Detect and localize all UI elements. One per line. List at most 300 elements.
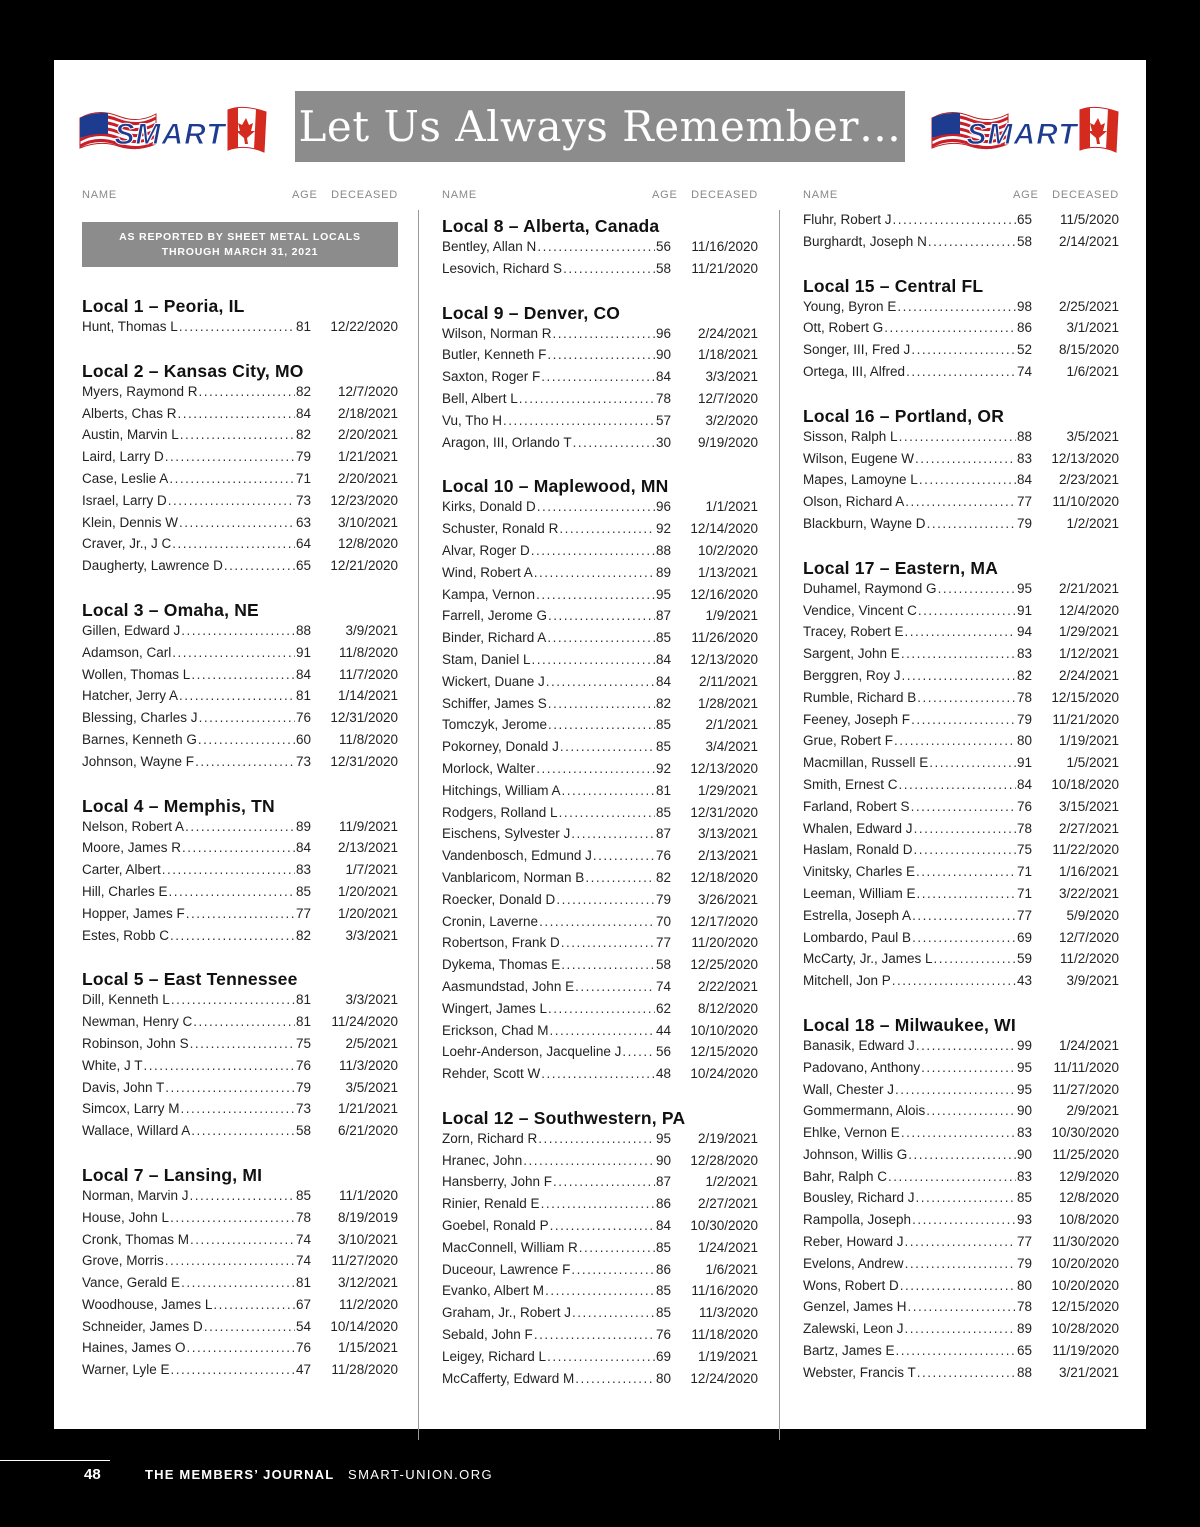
dot-leader <box>928 234 1016 249</box>
member-deceased-date: 11/28/2020 <box>331 1362 398 1378</box>
member-row <box>442 826 758 848</box>
member-age: 71 <box>296 470 312 486</box>
dot-leader <box>911 342 1016 357</box>
header-name: NAME <box>442 189 477 201</box>
member-name: Robinson, John S <box>82 1035 189 1051</box>
member-name: Hopper, James F <box>82 905 185 921</box>
member-name: Hansberry, John F <box>442 1174 553 1190</box>
member-age: 83 <box>1017 1168 1033 1184</box>
member-name: Adamson, Carl <box>82 644 172 660</box>
member-age: 70 <box>656 913 672 929</box>
dot-leader <box>547 630 655 645</box>
member-name: Hranec, John <box>442 1152 523 1168</box>
dot-leader <box>908 1299 1016 1314</box>
member-row <box>82 515 398 537</box>
member-age: 87 <box>656 608 672 624</box>
member-age: 84 <box>656 369 672 385</box>
member-name: McCarty, Jr., James L <box>803 951 933 967</box>
member-age: 85 <box>656 739 672 755</box>
member-deceased-date: 2/21/2021 <box>1058 580 1119 596</box>
dot-leader <box>900 1278 1016 1293</box>
member-age: 84 <box>1017 776 1033 792</box>
member-deceased-date: 12/15/2020 <box>690 1044 758 1060</box>
member-row <box>82 840 398 862</box>
dot-leader <box>170 928 295 943</box>
dot-leader <box>179 688 295 703</box>
member-deceased-date: 2/22/2021 <box>697 978 758 994</box>
member-row <box>803 234 1119 256</box>
member-deceased-date: 11/5/2020 <box>1059 212 1119 227</box>
member-deceased-date: 1/18/2021 <box>697 347 758 363</box>
member-deceased-date: 3/10/2021 <box>337 514 398 530</box>
dot-leader <box>575 1371 655 1386</box>
member-row <box>442 783 758 805</box>
dot-leader <box>911 712 1016 727</box>
local-section <box>442 1105 758 1393</box>
local-heading: Local 17 – Eastern, MA <box>803 557 999 578</box>
member-row <box>442 674 758 696</box>
column-header <box>442 187 758 205</box>
local-section <box>82 966 398 1145</box>
member-deceased-date: 1/14/2021 <box>337 688 398 704</box>
member-name: MacConnell, William R <box>442 1239 578 1255</box>
header-deceased: DECEASED <box>331 189 398 201</box>
member-deceased-date: 12/13/2020 <box>1051 450 1119 466</box>
member-deceased-date: 10/20/2020 <box>1051 1255 1119 1271</box>
dot-leader <box>534 565 655 580</box>
member-name: Leigey, Richard L <box>442 1348 547 1364</box>
member-row <box>442 565 758 587</box>
member-name: Hatcher, Jerry A <box>82 688 179 704</box>
member-name: Binder, Richard A <box>442 630 547 646</box>
dot-leader <box>541 1066 655 1081</box>
member-row <box>82 1188 398 1210</box>
local-heading: Local 5 – East Tennessee <box>82 969 298 990</box>
member-row <box>442 1023 758 1045</box>
member-row <box>442 739 758 761</box>
member-name: Warner, Lyle E <box>82 1362 170 1378</box>
member-name: Rodgers, Rolland L <box>442 804 558 820</box>
dot-leader <box>934 951 1016 966</box>
member-deceased-date: 12/31/2020 <box>690 804 758 820</box>
dot-leader <box>545 1283 655 1298</box>
dot-leader <box>541 1196 655 1211</box>
member-age: 84 <box>296 840 312 856</box>
member-row <box>803 1125 1119 1147</box>
dot-leader <box>536 761 655 776</box>
member-age: 79 <box>296 449 312 465</box>
local-section <box>803 403 1119 538</box>
member-age: 30 <box>656 434 672 450</box>
local-section <box>803 1012 1119 1387</box>
member-row <box>803 1147 1119 1169</box>
member-deceased-date: 2/24/2021 <box>697 325 758 341</box>
dot-leader <box>585 870 655 885</box>
member-name: Dykema, Thomas E <box>442 957 561 973</box>
member-age: 91 <box>1017 755 1033 771</box>
member-age: 77 <box>296 905 312 921</box>
member-row <box>442 1371 758 1393</box>
member-age: 86 <box>656 1261 672 1277</box>
member-name: Ehlke, Vernon E <box>803 1125 900 1141</box>
member-name: Rampolla, Joseph <box>803 1212 912 1228</box>
smart-logo-text: SMART <box>966 118 1078 151</box>
member-age: 59 <box>1017 951 1033 967</box>
member-deceased-date: 11/10/2020 <box>1052 494 1119 510</box>
dot-leader <box>547 1349 655 1364</box>
column-header <box>803 187 1119 205</box>
member-deceased-date: 11/27/2020 <box>1052 1081 1119 1097</box>
member-row <box>803 821 1119 843</box>
member-deceased-date: 11/24/2020 <box>331 1014 398 1030</box>
dot-leader <box>914 821 1016 836</box>
member-age: 89 <box>1017 1321 1033 1337</box>
member-deceased-date: 12/7/2020 <box>1058 929 1119 945</box>
member-row <box>803 799 1119 821</box>
dot-leader <box>162 862 295 877</box>
local-heading: Local 7 – Lansing, MI <box>82 1164 263 1185</box>
dot-leader <box>548 717 655 732</box>
member-name: Gommermann, Alois <box>803 1103 926 1119</box>
member-deceased-date: 1/29/2021 <box>1058 624 1119 640</box>
dot-leader <box>560 739 655 754</box>
member-row <box>82 493 398 515</box>
member-name: Bousley, Richard J <box>803 1190 915 1206</box>
dot-leader <box>144 1058 295 1073</box>
member-age: 82 <box>656 869 672 885</box>
dot-leader <box>191 667 295 682</box>
member-row <box>442 369 758 391</box>
member-age: 85 <box>296 1187 312 1203</box>
dot-leader <box>929 755 1016 770</box>
member-age: 82 <box>1017 667 1033 683</box>
member-name: Vance, Gerald E <box>82 1275 181 1291</box>
member-deceased-date: 2/24/2021 <box>1058 667 1119 683</box>
member-deceased-date: 3/12/2021 <box>337 1275 398 1291</box>
member-age: 82 <box>656 695 672 711</box>
member-name: Cronk, Thomas M <box>82 1231 190 1247</box>
member-age: 88 <box>1017 428 1033 444</box>
member-name: Sargent, John E <box>803 646 900 662</box>
member-deceased-date: 11/2/2020 <box>338 1296 398 1312</box>
member-name: Vu, Tho H <box>442 412 503 428</box>
member-name: Robertson, Frank D <box>442 935 560 951</box>
dot-leader <box>926 1103 1016 1118</box>
member-row <box>82 732 398 754</box>
column-header <box>82 187 398 205</box>
dot-leader <box>172 645 295 660</box>
member-age: 74 <box>656 978 672 994</box>
dot-leader <box>562 783 655 798</box>
member-name: Wingert, James L <box>442 1000 548 1016</box>
member-name: Webster, Francis T <box>803 1364 916 1380</box>
member-age: 62 <box>656 1000 672 1016</box>
reporting-note <box>82 222 398 267</box>
dot-leader <box>541 369 655 384</box>
member-row <box>82 1058 398 1080</box>
member-name: Aragon, III, Orlando T <box>442 434 572 450</box>
member-age: 90 <box>1017 1103 1033 1119</box>
member-row <box>803 1190 1119 1212</box>
member-row <box>442 848 758 870</box>
member-age: 84 <box>296 405 312 421</box>
member-row <box>803 1060 1119 1082</box>
member-name: Myers, Raymond R <box>82 383 198 399</box>
member-deceased-date: 3/3/2021 <box>345 992 398 1008</box>
local-section <box>82 597 398 776</box>
dot-leader <box>191 1123 295 1138</box>
member-deceased-date: 11/8/2020 <box>338 731 398 747</box>
member-name: Grue, Robert F <box>803 733 894 749</box>
dot-leader <box>905 1256 1016 1271</box>
member-age: 78 <box>1017 689 1033 705</box>
dot-leader <box>199 384 295 399</box>
member-name: Olson, Richard A <box>803 494 905 510</box>
member-row <box>82 1123 398 1145</box>
column-1 <box>82 187 398 1384</box>
member-name: Blackburn, Wayne D <box>803 515 926 531</box>
member-age: 93 <box>1017 1212 1033 1228</box>
member-deceased-date: 3/10/2021 <box>337 1231 398 1247</box>
member-age: 77 <box>1017 1234 1033 1250</box>
member-deceased-date: 12/15/2020 <box>1051 1299 1119 1315</box>
member-deceased-date: 2/1/2021 <box>705 717 758 733</box>
member-age: 90 <box>656 1152 672 1168</box>
member-row <box>442 391 758 413</box>
member-name: Kirks, Donald D <box>442 499 536 515</box>
member-age: 94 <box>1017 624 1033 640</box>
member-row <box>803 1038 1119 1060</box>
member-name: Wall, Chester J <box>803 1081 895 1097</box>
member-deceased-date: 2/23/2021 <box>1058 472 1119 488</box>
member-deceased-date: 3/9/2021 <box>345 622 398 638</box>
member-name: Feeney, Joseph F <box>803 711 911 727</box>
member-row <box>803 646 1119 668</box>
member-deceased-date: 11/16/2020 <box>691 1283 758 1299</box>
dot-leader <box>571 826 655 841</box>
member-age: 65 <box>1017 212 1033 227</box>
member-row <box>803 733 1119 755</box>
dot-leader <box>571 1262 655 1277</box>
dot-leader <box>546 674 655 689</box>
member-age: 88 <box>296 622 312 638</box>
member-deceased-date: 1/7/2021 <box>345 862 398 878</box>
dot-leader <box>901 646 1016 661</box>
column-divider <box>418 210 419 1440</box>
member-deceased-date: 12/4/2020 <box>1058 602 1119 618</box>
dot-leader <box>916 1190 1016 1205</box>
member-row <box>442 1349 758 1371</box>
member-age: 74 <box>296 1231 312 1247</box>
member-name: Graham, Jr., Robert J <box>442 1305 572 1321</box>
member-age: 96 <box>656 499 672 515</box>
member-deceased-date: 3/2/2020 <box>705 412 758 428</box>
member-row <box>82 449 398 471</box>
page <box>54 60 1146 1429</box>
local-heading: Local 4 – Memphis, TN <box>82 795 275 816</box>
member-deceased-date: 1/19/2021 <box>1058 733 1119 749</box>
member-name: Barnes, Kenneth G <box>82 731 197 747</box>
member-age: 80 <box>1017 733 1033 749</box>
dot-leader <box>905 624 1016 639</box>
member-age: 60 <box>296 731 312 747</box>
member-deceased-date: 2/18/2021 <box>337 405 398 421</box>
dot-leader <box>169 471 295 486</box>
member-name: Butler, Kenneth F <box>442 347 547 363</box>
member-row <box>82 536 398 558</box>
member-age: 85 <box>656 717 672 733</box>
member-age: 71 <box>1017 885 1033 901</box>
member-deceased-date: 11/9/2021 <box>338 818 398 834</box>
dot-leader <box>905 1234 1016 1249</box>
member-deceased-date: 11/18/2020 <box>691 1327 758 1343</box>
member-deceased-date: 3/26/2021 <box>697 891 758 907</box>
member-age: 54 <box>296 1318 312 1334</box>
member-deceased-date: 12/15/2020 <box>1051 689 1119 705</box>
member-name: Johnson, Wayne F <box>82 753 195 769</box>
member-deceased-date: 2/9/2021 <box>1066 1103 1119 1119</box>
dot-leader <box>178 406 295 421</box>
member-row <box>803 712 1119 734</box>
member-deceased-date: 12/8/2020 <box>1058 1190 1119 1206</box>
local-heading: Local 15 – Central FL <box>803 275 984 296</box>
member-age: 96 <box>656 325 672 341</box>
member-age: 87 <box>656 826 672 842</box>
member-row <box>803 1343 1119 1365</box>
member-name: Laird, Larry D <box>82 449 164 465</box>
member-deceased-date: 10/30/2020 <box>690 1218 758 1234</box>
member-row <box>82 906 398 928</box>
dot-leader <box>537 499 655 514</box>
header-age: AGE <box>1013 189 1039 201</box>
member-row <box>803 451 1119 473</box>
member-deceased-date: 2/13/2021 <box>697 848 758 864</box>
dot-leader <box>503 413 655 428</box>
member-name: Lesovich, Richard S <box>442 260 563 276</box>
member-deceased-date: 11/19/2020 <box>1052 1343 1119 1359</box>
member-row <box>442 717 758 739</box>
dot-leader <box>190 1232 295 1247</box>
dot-leader <box>181 1275 295 1290</box>
member-name: Bartz, James E <box>803 1343 895 1359</box>
member-deceased-date: 11/8/2020 <box>338 644 398 660</box>
dot-leader <box>213 1297 295 1312</box>
member-deceased-date: 3/3/2021 <box>345 927 398 943</box>
member-name: Daugherty, Lawrence D <box>82 558 223 574</box>
member-deceased-date: 8/12/2020 <box>697 1000 758 1016</box>
member-age: 85 <box>656 1305 672 1321</box>
member-row <box>82 406 398 428</box>
member-row <box>442 761 758 783</box>
member-age: 76 <box>296 1057 312 1073</box>
local-section <box>803 212 1119 256</box>
member-row <box>442 957 758 979</box>
member-age: 82 <box>296 427 312 443</box>
member-row <box>803 603 1119 625</box>
member-deceased-date: 3/4/2021 <box>705 739 758 755</box>
member-name: Burghardt, Joseph N <box>803 233 927 249</box>
member-row <box>82 862 398 884</box>
member-name: Reber, Howard J <box>803 1234 904 1250</box>
member-age: 73 <box>296 753 312 769</box>
member-deceased-date: 1/20/2021 <box>337 883 398 899</box>
local-heading: Local 18 – Milwaukee, WI <box>803 1014 1016 1035</box>
member-deceased-date: 11/7/2020 <box>338 666 398 682</box>
member-deceased-date: 12/13/2020 <box>690 760 758 776</box>
member-age: 76 <box>296 1340 312 1356</box>
member-deceased-date: 10/14/2020 <box>330 1318 398 1334</box>
member-row <box>82 1036 398 1058</box>
column-divider <box>779 210 780 1440</box>
member-age: 58 <box>656 260 672 276</box>
member-name: Gillen, Edward J <box>82 622 181 638</box>
dot-leader <box>519 391 655 406</box>
member-age: 77 <box>1017 907 1033 923</box>
dot-leader <box>911 799 1016 814</box>
member-deceased-date: 1/2/2021 <box>705 1174 758 1190</box>
member-name: Fluhr, Robert J <box>803 212 892 227</box>
member-row <box>442 347 758 369</box>
dot-leader <box>172 536 295 551</box>
dot-leader <box>169 884 295 899</box>
member-deceased-date: 1/15/2021 <box>337 1340 398 1356</box>
member-age: 91 <box>296 644 312 660</box>
member-age: 95 <box>1017 580 1033 596</box>
dot-leader <box>917 690 1016 705</box>
dot-leader <box>548 1001 655 1016</box>
member-age: 79 <box>1017 711 1033 727</box>
member-row <box>803 755 1119 777</box>
member-deceased-date: 1/21/2021 <box>337 1101 398 1117</box>
dot-leader <box>224 558 295 573</box>
member-name: Newman, Henry C <box>82 1014 193 1030</box>
member-row <box>442 1131 758 1153</box>
member-name: Young, Byron E <box>803 298 897 314</box>
member-name: White, J T <box>82 1057 143 1073</box>
member-row <box>442 1218 758 1240</box>
website-link[interactable]: SMART-UNION.ORG <box>348 1467 493 1482</box>
member-deceased-date: 2/27/2021 <box>697 1196 758 1212</box>
member-name: Alvar, Roger D <box>442 542 530 558</box>
member-deceased-date: 3/9/2021 <box>1066 973 1119 989</box>
member-deceased-date: 10/18/2020 <box>1051 776 1119 792</box>
dot-leader <box>180 427 295 442</box>
dot-leader <box>548 696 655 711</box>
member-name: Leeman, William E <box>803 885 916 901</box>
member-deceased-date: 11/26/2020 <box>691 630 758 646</box>
dot-leader <box>561 935 655 950</box>
member-age: 83 <box>1017 450 1033 466</box>
member-row <box>803 973 1119 995</box>
member-deceased-date: 9/19/2020 <box>697 434 758 450</box>
dot-leader <box>553 326 655 341</box>
member-name: Vandenbosch, Edmund J <box>442 848 592 864</box>
member-age: 86 <box>656 1196 672 1212</box>
member-row <box>442 892 758 914</box>
dot-leader <box>622 1044 655 1059</box>
member-row <box>803 624 1119 646</box>
member-age: 90 <box>656 347 672 363</box>
member-row <box>82 384 398 406</box>
header-deceased: DECEASED <box>691 189 758 201</box>
member-name: Farland, Robert S <box>803 798 910 814</box>
member-name: Zalewski, Leon J <box>803 1321 904 1337</box>
member-deceased-date: 12/9/2020 <box>1058 1168 1119 1184</box>
local-section <box>803 555 1119 995</box>
dot-leader <box>908 1147 1016 1162</box>
member-name: Ott, Robert G <box>803 320 884 336</box>
dot-leader <box>171 1362 295 1377</box>
